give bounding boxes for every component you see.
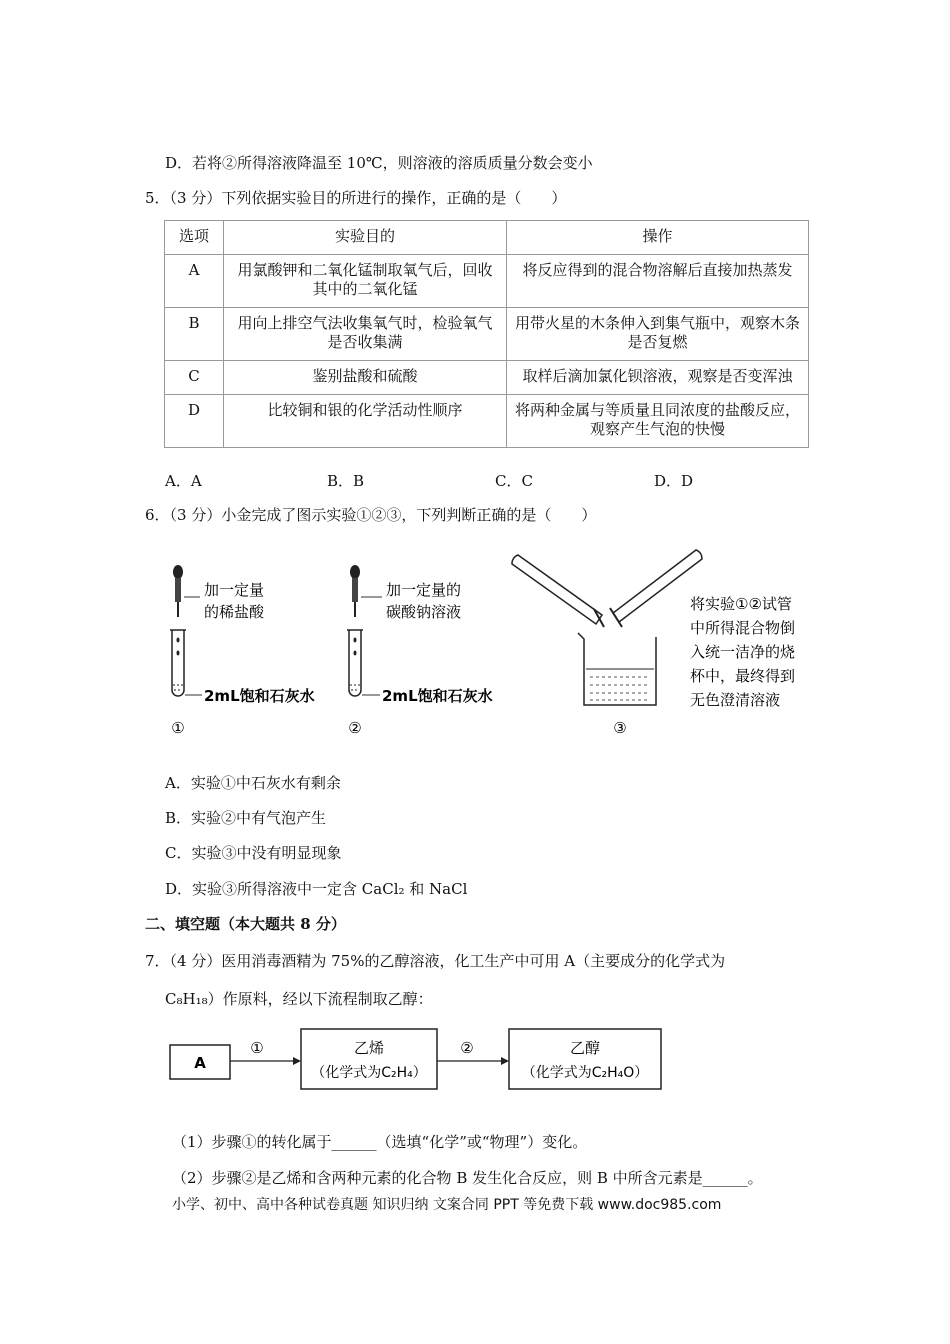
table-row: [165, 395, 809, 448]
arrow-icon: [293, 1057, 301, 1065]
q6-option-a: A．实验①中石灰水有剩余: [165, 774, 341, 792]
experiment-number-1: ①: [171, 719, 185, 737]
flow-box-c-formula: （化学式为C₂H₄O）: [521, 1065, 649, 1081]
experiment-number-3: ③: [613, 719, 627, 737]
table-cell: 取样后滴加氯化钡溶液，观察是否变浑浊: [507, 361, 809, 395]
experiment-note: 入统一洁净的烧: [690, 643, 796, 661]
dropper-icon: [350, 565, 360, 617]
table-row: [165, 308, 809, 361]
table-cell: D: [165, 395, 224, 448]
experiment-note: 无色澄清溶液: [690, 691, 781, 709]
experiment-note: 将实验①②试管: [690, 595, 792, 613]
flow-box-c-name: 乙醇: [569, 1039, 601, 1057]
table-cell: 鉴别盐酸和硫酸: [224, 361, 507, 395]
arrow-icon: [501, 1057, 509, 1065]
table-cell: C: [165, 361, 224, 395]
q4-option-d: D．若将②所得溶液降温至 10℃，则溶液的溶质质量分数会变小: [165, 154, 593, 172]
table-cell: 将反应得到的混合物溶解后直接加热蒸发: [507, 255, 809, 308]
reagent-label-1: 的稀盐酸: [204, 603, 265, 621]
table-cell: 用带火星的木条伸入到集气瓶中，观察木条是否复燃: [507, 308, 809, 361]
table-cell: 用向上排空气法收集氧气时，检验氧气是否收集满: [224, 308, 507, 361]
dropper-icon: [173, 565, 183, 617]
experiment-note: 杯中，最终得到: [690, 667, 796, 685]
q6-stem: 6．（3 分）小金完成了图示实验①②③，下列判断正确的是（ ）: [145, 506, 597, 524]
q7-flowchart: [165, 1025, 665, 1095]
tube-label-1: 2mL饱和石灰水: [204, 687, 315, 705]
q6-experiment-figure: [160, 535, 830, 745]
q5-answer-a: A．A: [165, 472, 202, 490]
table-header-row: [165, 221, 809, 255]
table-header: 实验目的: [224, 221, 507, 255]
section-heading: 二、填空题（本大题共 8 分）: [145, 915, 346, 933]
table-cell: A: [165, 255, 224, 308]
table-header: 选项: [165, 221, 224, 255]
table-cell: B: [165, 308, 224, 361]
reagent-label-2: 加一定量的: [386, 581, 462, 599]
experiment-number-2: ②: [348, 719, 362, 737]
table-cell: 将两种金属与等质量且同浓度的盐酸反应，观察产生气泡的快慢: [507, 395, 809, 448]
test-tube-icon: [170, 630, 186, 696]
q5-table: [164, 220, 809, 448]
q5-answer-d: D．D: [654, 472, 694, 490]
reagent-label-2: 碳酸钠溶液: [386, 603, 462, 621]
table-row: [165, 255, 809, 308]
q5-stem: 5．（3 分）下列依据实验目的所进行的操作，正确的是（ ）: [145, 189, 567, 207]
reagent-label-1: 加一定量: [204, 581, 265, 599]
pouring-test-tube-icon: [610, 550, 702, 627]
q7-sub2: （2）步骤②是乙烯和含两种元素的化合物 B 发生化合反应，则 B 中所含元素是______。: [172, 1169, 763, 1187]
q7-stem-line1: 7．（4 分）医用消毒酒精为 75%的乙醇溶液，化工生产中可用 A（主要成分的化学式为: [145, 952, 726, 970]
tube-label-2: 2mL饱和石灰水: [382, 687, 493, 705]
flow-step-1: ①: [250, 1039, 264, 1057]
q7-stem-line2: C₈H₁₈）作原料，经以下流程制取乙醇：: [165, 990, 433, 1008]
q6-option-d: D．实验③所得溶液中一定含 CaCl₂ 和 NaCl: [165, 880, 468, 898]
q5-answer-c: C．C: [495, 472, 533, 490]
footer-text: 小学、初中、高中各种试卷真题 知识归纳 文案合同 PPT 等免费下载 www.doc985.com: [172, 1197, 722, 1213]
pouring-test-tube-icon: [512, 555, 604, 627]
table-row: [165, 361, 809, 395]
q6-option-b: B．实验②中有气泡产生: [165, 809, 327, 827]
flow-step-2: ②: [460, 1039, 474, 1057]
beaker-icon: [578, 633, 656, 705]
flow-box-a-label: A: [194, 1054, 206, 1072]
flow-box-b-formula: （化学式为C₂H₄）: [311, 1065, 427, 1081]
experiment-note: 中所得混合物倒: [690, 619, 796, 637]
q6-option-c: C．实验③中没有明显现象: [165, 844, 342, 862]
test-tube-icon: [347, 630, 363, 696]
table-header: 操作: [507, 221, 809, 255]
q7-sub1: （1）步骤①的转化属于______（选填“化学”或“物理”）变化。: [172, 1133, 588, 1151]
table-cell: 比较铜和银的化学活动性顺序: [224, 395, 507, 448]
q5-answer-b: B．B: [327, 472, 365, 490]
table-cell: 用氯酸钾和二氧化锰制取氧气后，回收其中的二氧化锰: [224, 255, 507, 308]
flow-box-b-name: 乙烯: [353, 1039, 385, 1057]
